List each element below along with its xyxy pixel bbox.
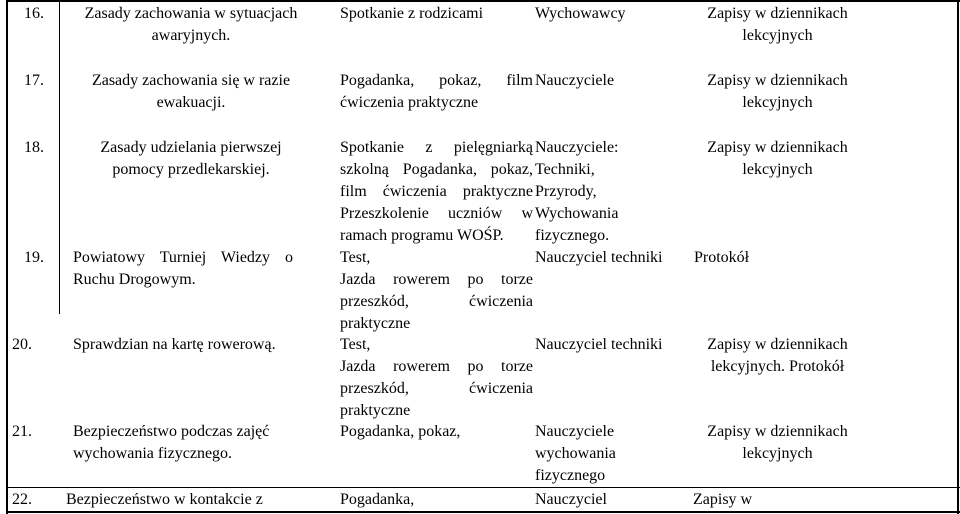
documentation-cell: lekcyjnych. Protokół — [710, 358, 845, 375]
documentation-cell: Zapisy w dziennikach — [707, 72, 848, 89]
table-border-right — [957, 0, 959, 514]
responsible-cell: Nauczyciel techniki — [535, 336, 663, 353]
row-number: 16. — [24, 5, 44, 22]
topic-cell: Bezpieczeństwo w kontakcie z — [66, 491, 263, 508]
topic-cell: Zasady zachowania się w razie — [91, 72, 291, 89]
method-cell: Spotkanie z pielęgniarką — [340, 139, 533, 156]
topic-cell: wychowania fizycznego. — [73, 445, 233, 462]
topic-cell: Ruchu Drogowym. — [73, 271, 196, 288]
row-number: 19. — [24, 249, 44, 266]
responsible-cell: fizycznego. — [535, 227, 610, 244]
topic-cell: pomocy przedlekarskiej. — [112, 161, 270, 178]
topic-cell: Bezpieczeństwo podczas zajęć — [73, 423, 270, 440]
method-cell: szkolną Pogadanka, pokaz, — [340, 161, 533, 178]
method-cell: Test, — [340, 249, 371, 266]
responsible-cell: wychowania — [535, 445, 616, 462]
method-cell: ramach programu WOŚP. — [340, 227, 504, 244]
documentation-cell: lekcyjnych — [742, 94, 813, 111]
row-number: 21. — [12, 423, 32, 440]
documentation-cell: Zapisy w — [693, 491, 753, 508]
documentation-cell: lekcyjnych — [742, 161, 813, 178]
responsible-cell: Techniki, — [535, 161, 595, 178]
table-border-left — [6, 0, 8, 514]
documentation-cell: Protokół — [694, 249, 750, 266]
method-cell: praktyczne — [340, 402, 411, 419]
method-cell: Przeszkolenie uczniów w — [340, 205, 533, 222]
method-cell: Jazda rowerem po torze — [340, 358, 533, 375]
documentation-cell: lekcyjnych — [742, 27, 813, 44]
method-cell: praktyczne — [340, 315, 411, 332]
method-cell: Test, — [340, 336, 371, 353]
method-cell: Pogadanka, pokaz, — [340, 423, 461, 440]
documentation-cell: Zapisy w dziennikach — [707, 423, 848, 440]
method-cell: Pogadanka, — [340, 491, 415, 508]
table-border-bottom — [6, 511, 960, 513]
responsible-cell: Nauczyciele — [535, 423, 615, 440]
topic-cell: Powiatowy Turniej Wiedzy o — [73, 249, 293, 266]
column-divider — [59, 0, 60, 314]
responsible-cell: Przyrody, — [535, 183, 597, 200]
method-cell: przeszkód, ćwiczenia — [340, 380, 533, 397]
responsible-cell: Nauczyciel — [535, 491, 607, 508]
method-cell: przeszkód, ćwiczenia — [340, 293, 533, 310]
documentation-cell: Zapisy w dziennikach — [707, 139, 848, 156]
documentation-cell: lekcyjnych — [742, 445, 813, 462]
topic-cell: ewakuacji. — [156, 94, 226, 111]
table-border-top — [6, 0, 960, 2]
responsible-cell: Nauczyciele — [535, 72, 615, 89]
topic-cell: awaryjnych. — [151, 27, 231, 44]
method-cell: Jazda rowerem po torze — [340, 271, 533, 288]
row-number: 18. — [24, 139, 44, 156]
topic-cell: Zasady zachowania w sytuacjach — [84, 5, 298, 22]
responsible-cell: Nauczyciele: — [535, 139, 619, 156]
row-number: 17. — [24, 72, 44, 89]
topic-cell: Zasady udzielania pierwszej — [100, 139, 282, 156]
responsible-cell: Nauczyciel techniki — [535, 249, 663, 266]
method-cell: Pogadanka, pokaz, film — [340, 72, 533, 89]
method-cell: film ćwiczenia praktyczne — [340, 183, 533, 200]
responsible-cell: fizycznego — [535, 467, 606, 484]
method-cell: ćwiczenia praktyczne — [340, 94, 479, 111]
responsible-cell: Wychowania — [535, 205, 619, 222]
method-cell: Spotkanie z rodzicami — [340, 5, 484, 22]
documentation-cell: Zapisy w dziennikach — [707, 5, 848, 22]
responsible-cell: Wychowawcy — [535, 5, 626, 22]
row-number: 20. — [12, 336, 32, 353]
topic-cell: Sprawdzian na kartę rowerową. — [73, 336, 276, 353]
row-number: 22. — [12, 491, 32, 508]
documentation-cell: Zapisy w dziennikach — [707, 336, 848, 353]
row-divider — [6, 487, 960, 488]
